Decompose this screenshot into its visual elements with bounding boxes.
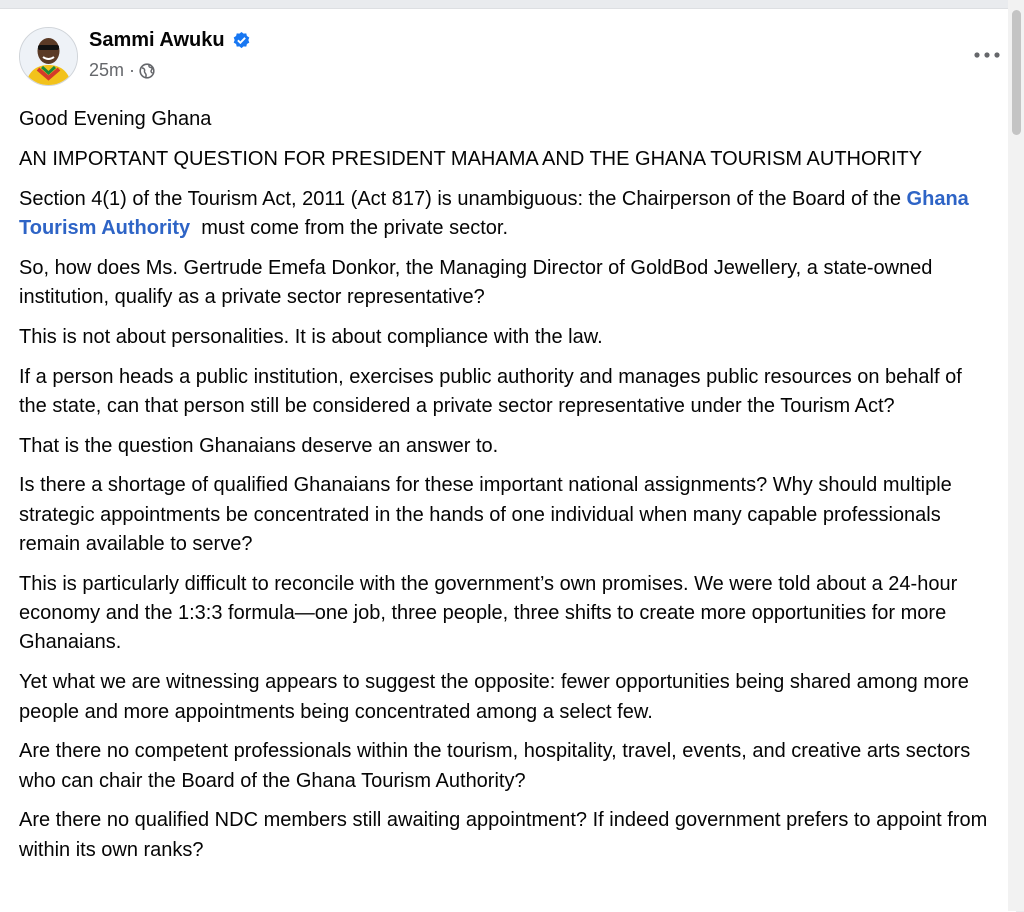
- post-header: [19, 27, 999, 91]
- verified-badge-icon: [232, 31, 251, 50]
- post-paragraph: So, how does Ms. Gertrude Emefa Donkor, the Managing Director of GoldBod Jewellery, a state-owned institution, qualify as a private sector representative?: [19, 256, 933, 308]
- scrollbar-thumb[interactable]: [1012, 10, 1021, 135]
- scrollbar[interactable]: [1008, 0, 1024, 911]
- author-name[interactable]: Sammi Awuku: [89, 29, 225, 51]
- post-card: [0, 8, 1016, 912]
- ghana-tourism-authority-link[interactable]: Ghana Tourism Authority: [19, 187, 969, 239]
- author-name-row: [89, 29, 251, 52]
- paragraph-text: Section 4(1) of the Tourism Act, 2011 (Act 817) is unambiguous: the Chairperson of the Board of the: [19, 187, 907, 210]
- avatar-image: [20, 28, 77, 85]
- post-paragraph: Yet what we are witnessing appears to suggest the opposite: fewer opportunities being shared among more people and more appointments being concentrated among a select few.: [19, 671, 969, 723]
- post-paragraph: That is the question Ghanaians deserve an answer to.: [19, 434, 499, 457]
- post-paragraph: [19, 185, 994, 244]
- post-paragraph: Is there a shortage of qualified Ghanaians for these important national assignments? Why should multiple strategic appointments be concentrated in the hands of one individual when many capable professionals remain available to serve?: [19, 474, 952, 556]
- globe-icon[interactable]: [139, 63, 155, 79]
- post-paragraph: If a person heads a public institution, exercises public authority and manages public resources on behalf of the state, can that person still be considered a private sector representative under the Tourism Act?: [19, 365, 962, 417]
- post-text: [19, 105, 994, 876]
- post-paragraph: Are there no competent professionals within the tourism, hospitality, travel, events, and creative arts sectors who can chair the Board of the Ghana Tourism Authority?: [19, 740, 971, 792]
- post-time[interactable]: 25m: [89, 60, 125, 80]
- author-avatar[interactable]: [19, 27, 78, 86]
- post-paragraph: This is particularly difficult to reconcile with the government’s own promises. We were told about a 24-hour economy and the 1:3:3 formula—one job, three people, three shifts to create more opportunities for more Ghanaians.: [19, 572, 958, 654]
- more-options-button[interactable]: [967, 41, 1007, 69]
- more-options-icon: [974, 52, 1000, 58]
- post-paragraph: This is not about personalities. It is about compliance with the law.: [19, 325, 603, 348]
- paragraph-text: must come from the private sector.: [190, 216, 508, 239]
- post-meta: [89, 60, 155, 81]
- post-paragraph: AN IMPORTANT QUESTION FOR PRESIDENT MAHAMA AND THE GHANA TOURISM AUTHORITY: [19, 147, 923, 170]
- meta-separator: ·: [129, 60, 136, 80]
- post-paragraph: Are there no qualified NDC members still awaiting appointment? If indeed government prefers to appoint from within its own ranks?: [19, 809, 988, 861]
- post-paragraph: Good Evening Ghana: [19, 108, 212, 130]
